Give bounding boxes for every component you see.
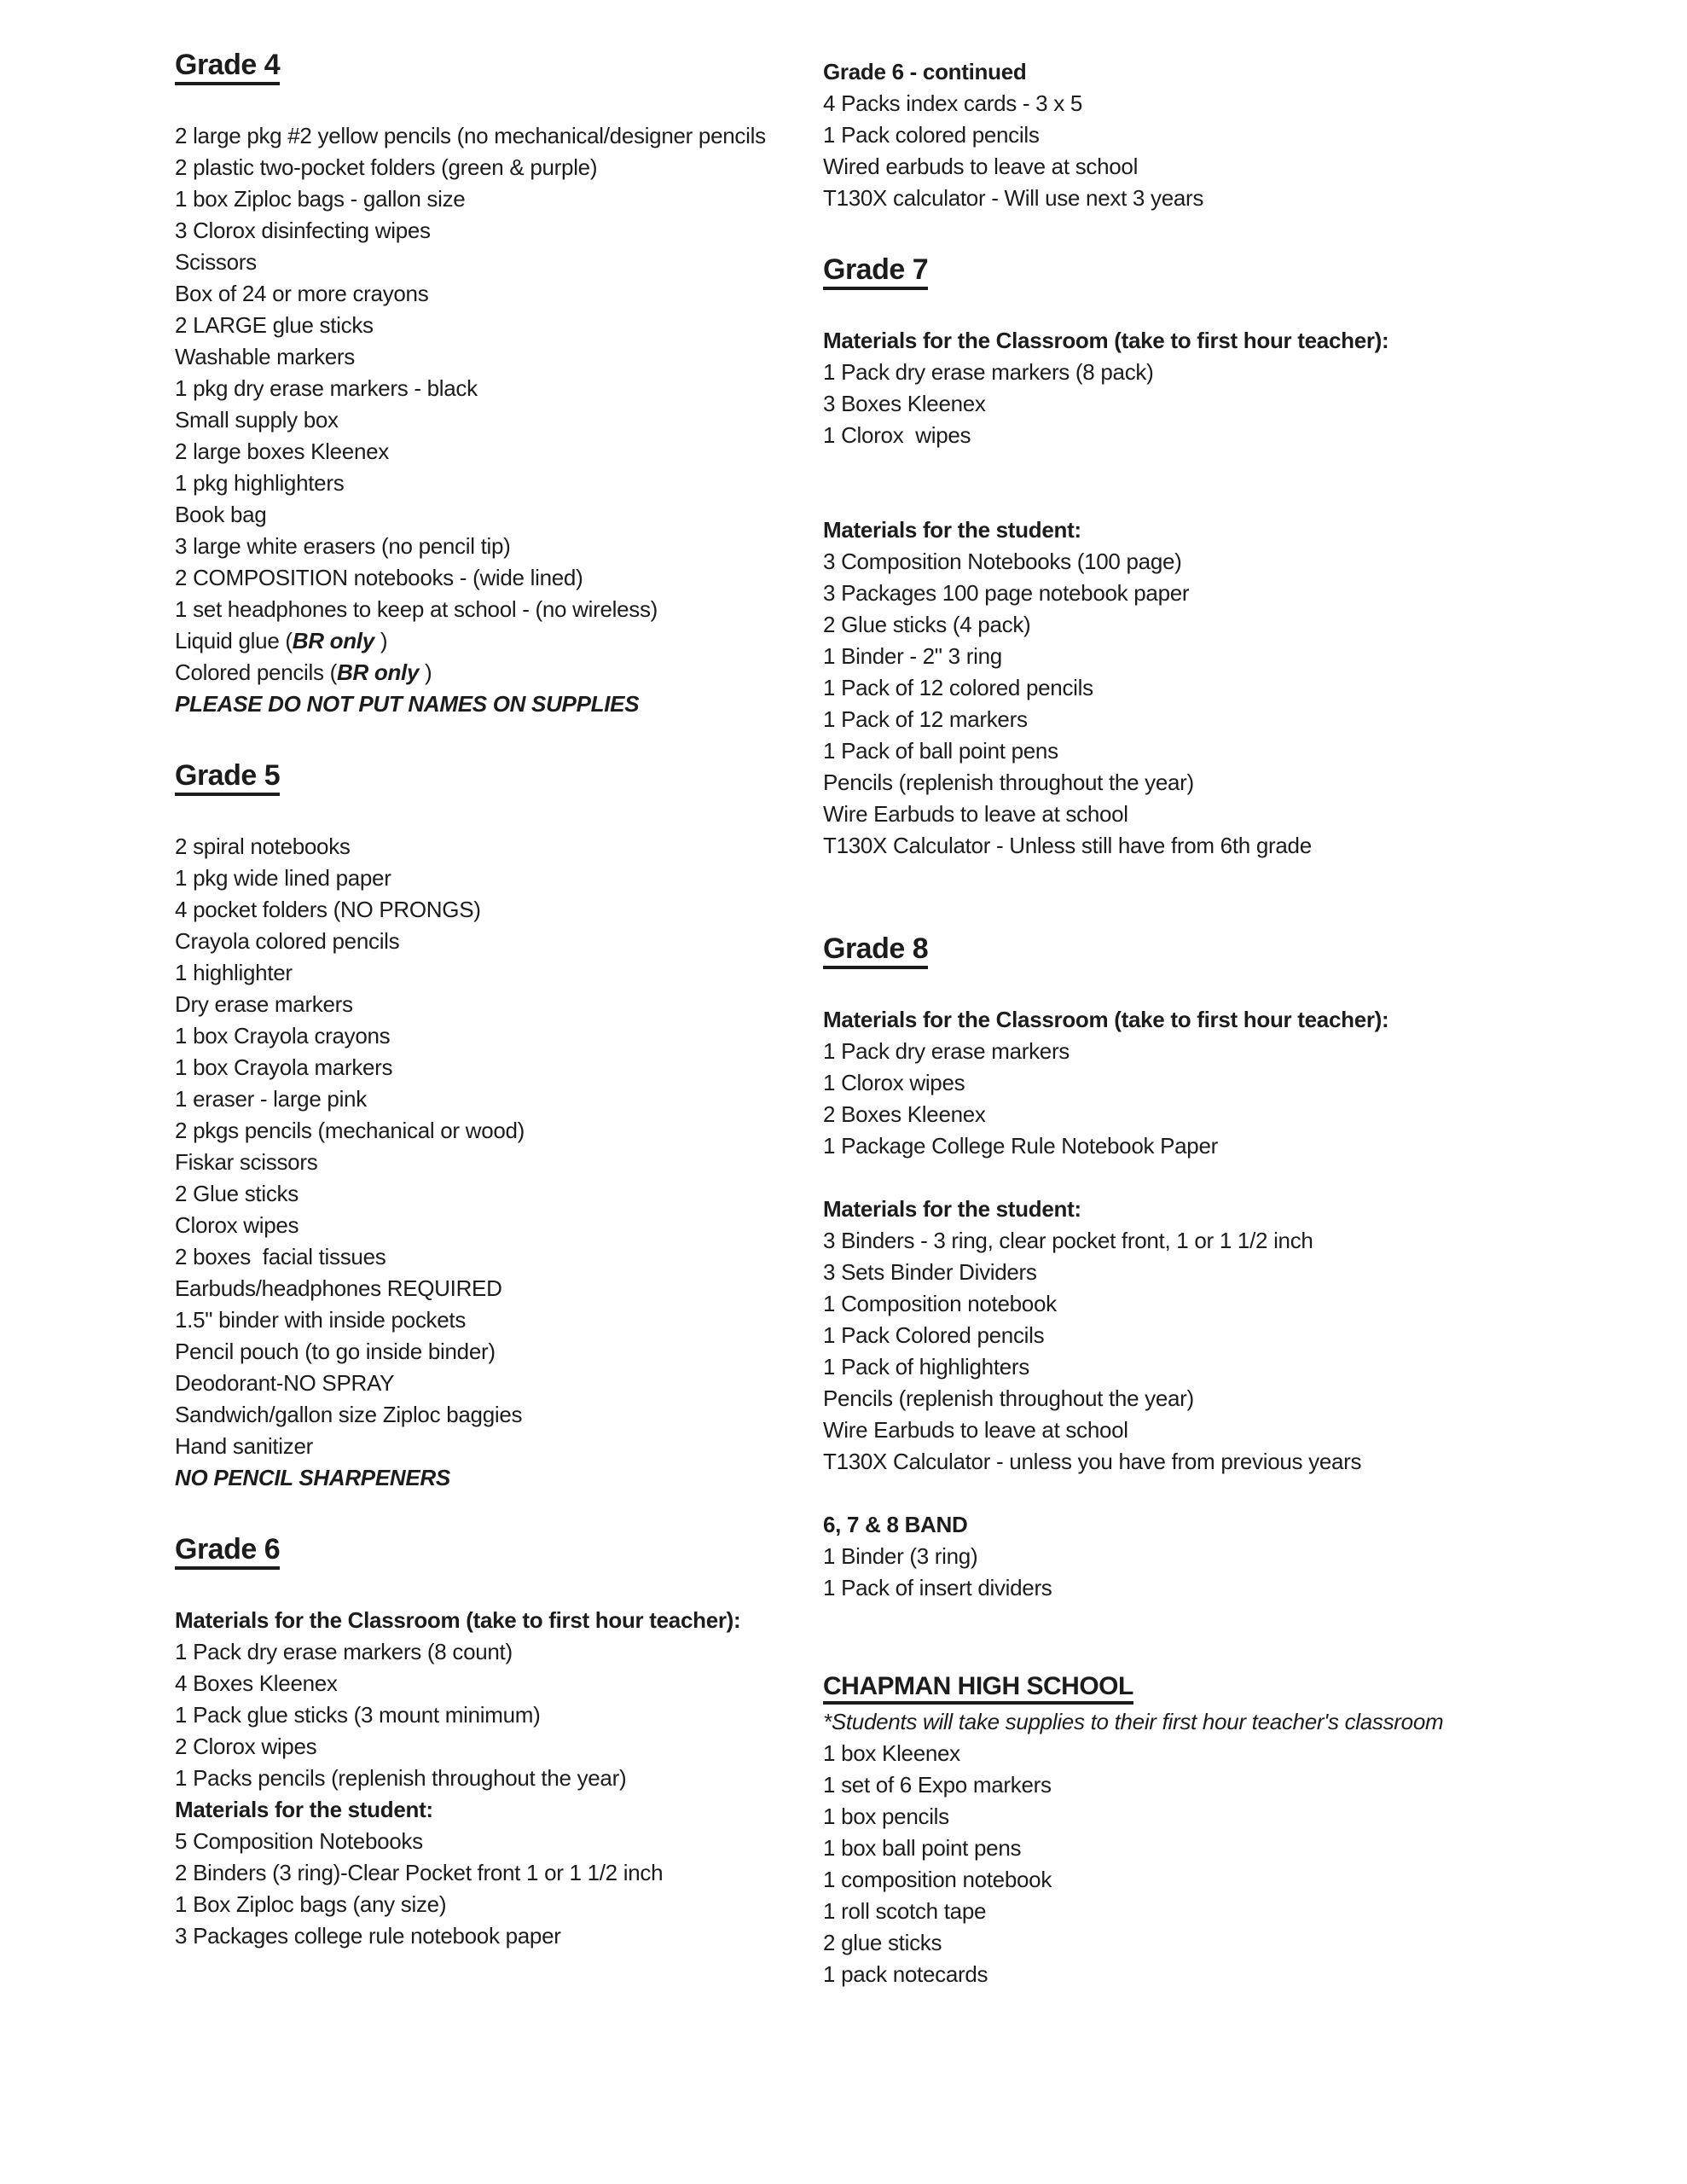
list-item: 1 Pack of highlighters bbox=[823, 1354, 1029, 1380]
list-item: Pencils (replenish throughout the year) bbox=[823, 770, 1194, 795]
list-item: 1 Pack of insert dividers bbox=[823, 1575, 1052, 1600]
list-item: 1 box Crayola markers bbox=[175, 1054, 393, 1080]
list-item: 1 Packs pencils (replenish throughout the year) bbox=[175, 1765, 627, 1791]
list-item: 3 Boxes Kleenex bbox=[823, 391, 986, 416]
list-item: 1 Pack Colored pencils bbox=[823, 1322, 1045, 1348]
list-item: 1 Pack dry erase markers (8 count) bbox=[175, 1639, 513, 1664]
text-run: BR only bbox=[337, 659, 420, 685]
section-subheading: Materials for the student: bbox=[823, 1196, 1081, 1222]
list-item: 2 Boxes Kleenex bbox=[823, 1101, 986, 1127]
section-subheading: Materials for the student: bbox=[823, 517, 1081, 543]
list-item: T130X calculator - Will use next 3 years bbox=[823, 185, 1204, 211]
list-item: 2 spiral notebooks bbox=[175, 834, 351, 859]
section-subheading: Materials for the Classroom (take to first hour teacher): bbox=[823, 1007, 1389, 1032]
list-item: 2 COMPOSITION notebooks - (wide lined) bbox=[175, 565, 583, 590]
list-item: 1 pkg highlighters bbox=[175, 470, 345, 496]
list-item: 1 highlighter bbox=[175, 960, 293, 985]
heading-text: Grade 6 bbox=[175, 1533, 280, 1570]
list-item: Sandwich/gallon size Ziploc baggies bbox=[175, 1402, 523, 1427]
list-item: Crayola colored pencils bbox=[175, 928, 400, 954]
section-subheading: Materials for the student: bbox=[175, 1797, 433, 1822]
list-item: 3 Composition Notebooks (100 page) bbox=[823, 549, 1182, 574]
list-item: 2 boxes facial tissues bbox=[175, 1244, 386, 1269]
list-item: 1 pkg dry erase markers - black bbox=[175, 375, 478, 401]
list-item: 1 Pack of 12 colored pencils bbox=[823, 675, 1093, 700]
list-item: Pencil pouch (to go inside binder) bbox=[175, 1339, 496, 1364]
list-item: Deodorant-NO SPRAY bbox=[175, 1370, 395, 1396]
blank-line bbox=[823, 1635, 1684, 1667]
list-item: 1 Pack of ball point pens bbox=[823, 738, 1058, 764]
list-item: 1 Clorox wipes bbox=[823, 1070, 965, 1095]
list-item: 2 glue sticks bbox=[823, 1930, 942, 1955]
section-subheading: 6, 7 & 8 BAND bbox=[823, 1512, 968, 1537]
heading-grade-4 bbox=[175, 41, 832, 89]
list-item: 1 set of 6 Expo markers bbox=[823, 1772, 1052, 1798]
list-item: 1 Clorox wipes bbox=[823, 422, 971, 448]
list-item: 1 Binder - 2" 3 ring bbox=[823, 643, 1002, 669]
list-item: 3 Clorox disinfecting wipes bbox=[175, 218, 431, 243]
note-italic: *Students will take supplies to their first hour teacher's classroom bbox=[823, 1709, 1444, 1734]
heading-grade-6 bbox=[175, 1525, 832, 1573]
heading-text: Grade 7 bbox=[823, 253, 928, 290]
list-item: 1 eraser - large pink bbox=[175, 1086, 367, 1112]
list-item: 2 large boxes Kleenex bbox=[175, 439, 389, 464]
blank-line bbox=[823, 293, 1684, 325]
list-item: Wired earbuds to leave at school bbox=[823, 154, 1139, 179]
text-run: BR only bbox=[292, 628, 374, 653]
list-item: 2 large pkg #2 yellow pencils (no mechanical/designer pencils bbox=[175, 123, 766, 148]
blank-line bbox=[175, 720, 832, 752]
list-item: 1 Binder (3 ring) bbox=[823, 1543, 978, 1569]
list-item: 2 pkgs pencils (mechanical or wood) bbox=[175, 1118, 525, 1143]
list-item: 1 composition notebook bbox=[823, 1867, 1052, 1892]
list-item: 1 pack notecards bbox=[823, 1961, 988, 1987]
left-column bbox=[175, 41, 832, 1952]
heading-grade-5 bbox=[175, 752, 832, 799]
blank-line bbox=[823, 483, 1684, 514]
blank-line bbox=[175, 89, 832, 120]
section-subheading: Materials for the Classroom (take to first hour teacher): bbox=[175, 1607, 741, 1633]
section-subheading: Materials for the Classroom (take to first hour teacher): bbox=[823, 328, 1389, 353]
blank-line bbox=[823, 1478, 1684, 1509]
note-bold-italic: NO PENCIL SHARPENERS bbox=[175, 1465, 450, 1490]
list-item: T130X Calculator - Unless still have from 6th grade bbox=[823, 833, 1312, 858]
list-item: Box of 24 or more crayons bbox=[175, 281, 429, 306]
heading-text: Grade 5 bbox=[175, 759, 280, 796]
heading-text: Grade 8 bbox=[823, 932, 928, 969]
list-item: 2 Glue sticks bbox=[175, 1181, 299, 1206]
list-item: 1 box ball point pens bbox=[823, 1835, 1022, 1861]
text-run: ) bbox=[419, 659, 432, 685]
list-item: Wire Earbuds to leave at school bbox=[823, 1417, 1128, 1443]
list-item: 1 Composition notebook bbox=[823, 1291, 1057, 1316]
list-item: 3 Packages college rule notebook paper bbox=[175, 1923, 561, 1949]
list-item: 2 Binders (3 ring)-Clear Pocket front 1 or 1 1/2 inch bbox=[175, 1860, 664, 1885]
blank-line bbox=[823, 1604, 1684, 1635]
section-subheading: Grade 6 - continued bbox=[823, 59, 1027, 84]
blank-line bbox=[823, 893, 1684, 925]
list-item: 2 LARGE glue sticks bbox=[175, 312, 374, 338]
list-item: 1 Pack dry erase markers (8 pack) bbox=[823, 359, 1154, 385]
heading-grade-8 bbox=[823, 925, 1684, 973]
heading-grade-7 bbox=[823, 246, 1684, 293]
heading-chapman-high-school bbox=[823, 1667, 1684, 1706]
list-item: 4 Boxes Kleenex bbox=[175, 1670, 338, 1696]
list-item: Washable markers bbox=[175, 344, 355, 369]
list-item: Book bag bbox=[175, 502, 267, 527]
list-item: 1 box Ziploc bags - gallon size bbox=[175, 186, 466, 212]
list-item: 5 Composition Notebooks bbox=[175, 1828, 423, 1854]
right-column bbox=[823, 56, 1684, 1990]
list-item: 1 Box Ziploc bags (any size) bbox=[175, 1891, 447, 1917]
list-item: Wire Earbuds to leave at school bbox=[823, 801, 1128, 827]
text-run: Colored pencils ( bbox=[175, 659, 337, 685]
list-item: 1 Pack dry erase markers bbox=[823, 1038, 1070, 1064]
list-item: 1 pkg wide lined paper bbox=[175, 865, 391, 891]
list-item: 1 Pack glue sticks (3 mount minimum) bbox=[175, 1702, 541, 1728]
blank-line bbox=[175, 799, 832, 831]
list-item bbox=[175, 625, 832, 657]
text-run: Liquid glue ( bbox=[175, 628, 293, 653]
list-item: Earbuds/headphones REQUIRED bbox=[175, 1275, 502, 1301]
blank-line bbox=[823, 1162, 1684, 1194]
blank-line bbox=[823, 451, 1684, 483]
list-item: 1 box Crayola crayons bbox=[175, 1023, 391, 1048]
list-item: 1 Package College Rule Notebook Paper bbox=[823, 1133, 1218, 1159]
list-item: Clorox wipes bbox=[175, 1212, 299, 1238]
list-item bbox=[175, 657, 832, 688]
list-item: 4 pocket folders (NO PRONGS) bbox=[175, 897, 481, 922]
list-item: Scissors bbox=[175, 249, 257, 275]
heading-text: CHAPMAN HIGH SCHOOL bbox=[823, 1672, 1133, 1705]
list-item: 1 box pencils bbox=[823, 1804, 949, 1829]
blank-line bbox=[823, 214, 1684, 246]
blank-line bbox=[175, 1573, 832, 1605]
list-item: 1 set headphones to keep at school - (no wireless) bbox=[175, 596, 658, 622]
heading-text: Grade 4 bbox=[175, 49, 280, 85]
list-item: 1.5" binder with inside pockets bbox=[175, 1307, 467, 1333]
list-item: 3 Sets Binder Dividers bbox=[823, 1259, 1037, 1285]
list-item: 2 plastic two-pocket folders (green & purple) bbox=[175, 154, 598, 180]
list-item: Hand sanitizer bbox=[175, 1433, 313, 1459]
list-item: 1 Pack of 12 markers bbox=[823, 706, 1028, 732]
list-item: 2 Glue sticks (4 pack) bbox=[823, 612, 1031, 637]
list-item: Fiskar scissors bbox=[175, 1149, 318, 1175]
list-item: 4 Packs index cards - 3 x 5 bbox=[823, 90, 1083, 116]
list-item: 3 Packages 100 page notebook paper bbox=[823, 580, 1190, 606]
list-item: 1 Pack colored pencils bbox=[823, 122, 1040, 148]
list-item: Small supply box bbox=[175, 407, 339, 433]
list-item: 3 large white erasers (no pencil tip) bbox=[175, 533, 511, 559]
list-item: 1 roll scotch tape bbox=[823, 1898, 987, 1924]
note-bold-italic: PLEASE DO NOT PUT NAMES ON SUPPLIES bbox=[175, 691, 640, 717]
list-item: Pencils (replenish throughout the year) bbox=[823, 1385, 1194, 1411]
list-item: 1 box Kleenex bbox=[823, 1740, 960, 1766]
list-item: T130X Calculator - unless you have from previous years bbox=[823, 1449, 1362, 1474]
list-item: Dry erase markers bbox=[175, 991, 353, 1017]
blank-line bbox=[823, 862, 1684, 893]
text-run: ) bbox=[374, 628, 388, 653]
list-item: 3 Binders - 3 ring, clear pocket front, 1 or 1 1/2 inch bbox=[823, 1228, 1313, 1253]
list-item: 2 Clorox wipes bbox=[175, 1734, 317, 1759]
blank-line bbox=[823, 973, 1684, 1004]
blank-line bbox=[175, 1494, 832, 1525]
